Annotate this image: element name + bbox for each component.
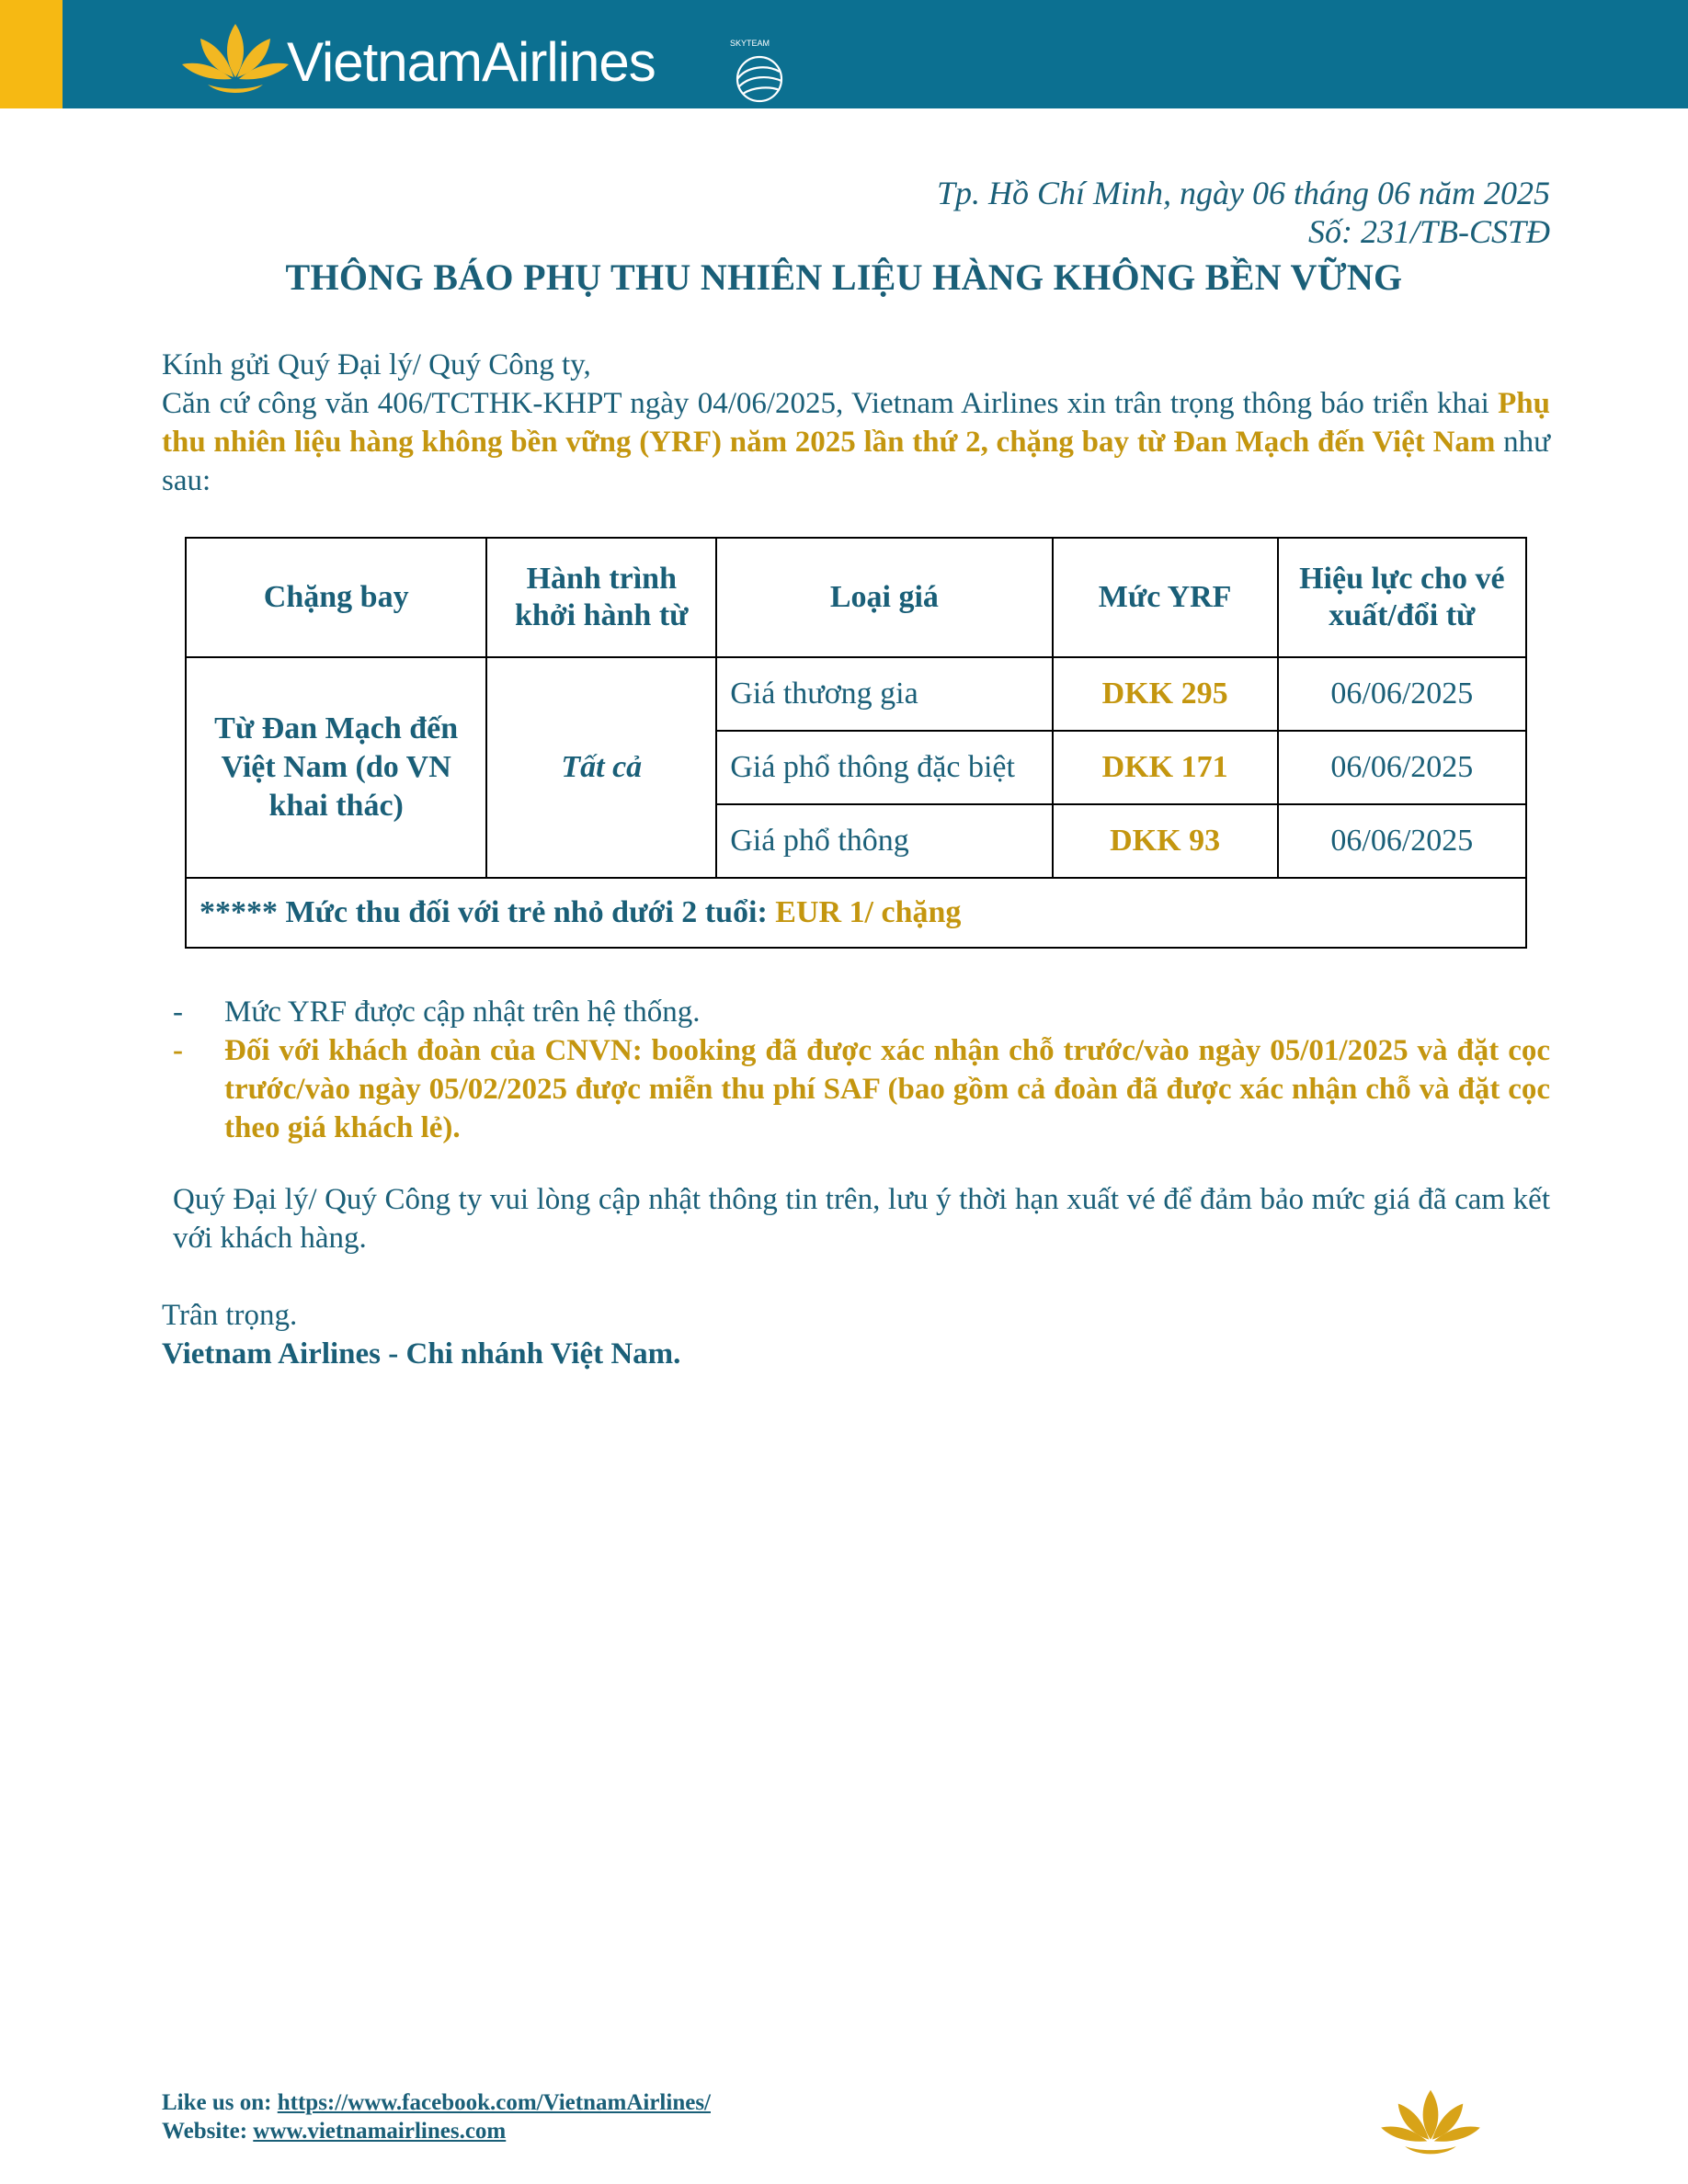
header-fare-type: Loại giá [716,538,1052,657]
bullet-dash: - [173,1034,183,1067]
bullet-dash: - [173,995,183,1029]
yrf-cell: DKK 295 [1053,657,1278,731]
departure-cell: Tất cả [486,657,716,878]
facebook-link[interactable]: https://www.facebook.com/VietnamAirlines/ [277,2090,711,2115]
closing-paragraph: Quý Đại lý/ Quý Công ty vui lòng cập nhật thông tin trên, lưu ý thời hạn xuất vé để đảm bảo mức giá đã cam kết với khách hàng. [173,1183,1550,1255]
intro-highlight: Phụ thu nhiên liệu hàng không bền vững (YRF) năm 2025 lần thứ 2, chặng bay từ Đan Mạch đến Việt Nam [162,387,1550,459]
website-label: Website: [162,2119,254,2144]
effective-cell: 06/06/2025 [1278,731,1526,804]
page-title: THÔNG BÁO PHỤ THU NHIÊN LIỆU HÀNG KHÔNG BỀN VỮNG [285,256,1403,298]
list-item [169,1031,1550,1147]
website-link[interactable]: www.vietnamairlines.com [253,2119,507,2144]
footer-facebook-line [162,2088,711,2117]
bullet-text: Mức YRF được cập nhật trên hệ thống. [224,995,701,1029]
bullet-text: Đối với khách đoàn của CNVN: booking đã được xác nhận chỗ trước/vào ngày 05/01/2025 và đặt cọc trước/vào ngày 05/02/2025 được miễn thu phí SAF (bao gồm cả đoàn đã được xác nhận chỗ và đặt cọc theo giá khách lẻ). [224,1034,1550,1144]
yrf-table [185,537,1527,949]
fare-cell: Giá phổ thông đặc biệt [716,731,1052,804]
yrf-cell: DKK 93 [1053,804,1278,878]
skyteam-label: SKYTEAM [730,39,770,48]
intro-prefix: Căn cứ công văn 406/TCTHK-KHPT ngày 04/06/2025, Vietnam Airlines xin trân trọng thông báo triển khai [162,387,1499,420]
footer-website-line [162,2117,711,2145]
infant-note-label: ***** Mức thu đối với trẻ nhỏ dưới 2 tuổi: [200,895,776,929]
header-route: Chặng bay [186,538,486,657]
skyteam-icon [726,35,791,105]
infant-note-value: EUR 1/ chặng [775,895,962,929]
bullet-list [169,993,1550,1147]
facebook-label: Like us on: [162,2090,278,2115]
intro-suffix: như sau: [162,426,1550,497]
infant-note [186,878,1526,948]
lotus-logo-icon [180,20,291,97]
fare-cell: Giá thương gia [716,657,1052,731]
header-departure: Hành trình khởi hành từ [486,538,716,657]
signature: Vietnam Airlines - Chi nhánh Việt Nam. [162,1337,681,1371]
regards: Trân trọng. [162,1299,298,1332]
effective-cell: 06/06/2025 [1278,804,1526,878]
table-note-row [186,878,1526,948]
header-accent-stripe [0,0,63,108]
footer [162,2088,711,2145]
intro-paragraph [162,384,1550,500]
list-item [169,993,1550,1031]
footer-lotus-icon [1375,2087,1486,2158]
document-number: Số: 231/TB-CSTĐ [1307,213,1550,250]
header-effective: Hiệu lực cho vé xuất/đổi từ [1278,538,1526,657]
route-cell: Từ Đan Mạch đến Việt Nam (do VN khai thác) [186,657,486,878]
brand-name: VietnamAirlines [287,31,656,93]
header-yrf: Mức YRF [1053,538,1278,657]
effective-cell: 06/06/2025 [1278,657,1526,731]
greeting: Kính gửi Quý Đại lý/ Quý Công ty, [162,348,591,381]
table-header-row [186,538,1526,657]
yrf-cell: DKK 171 [1053,731,1278,804]
table-row [186,657,1526,731]
fare-cell: Giá phổ thông [716,804,1052,878]
place-date: Tp. Hồ Chí Minh, ngày 06 tháng 06 năm 2025 [936,175,1550,211]
